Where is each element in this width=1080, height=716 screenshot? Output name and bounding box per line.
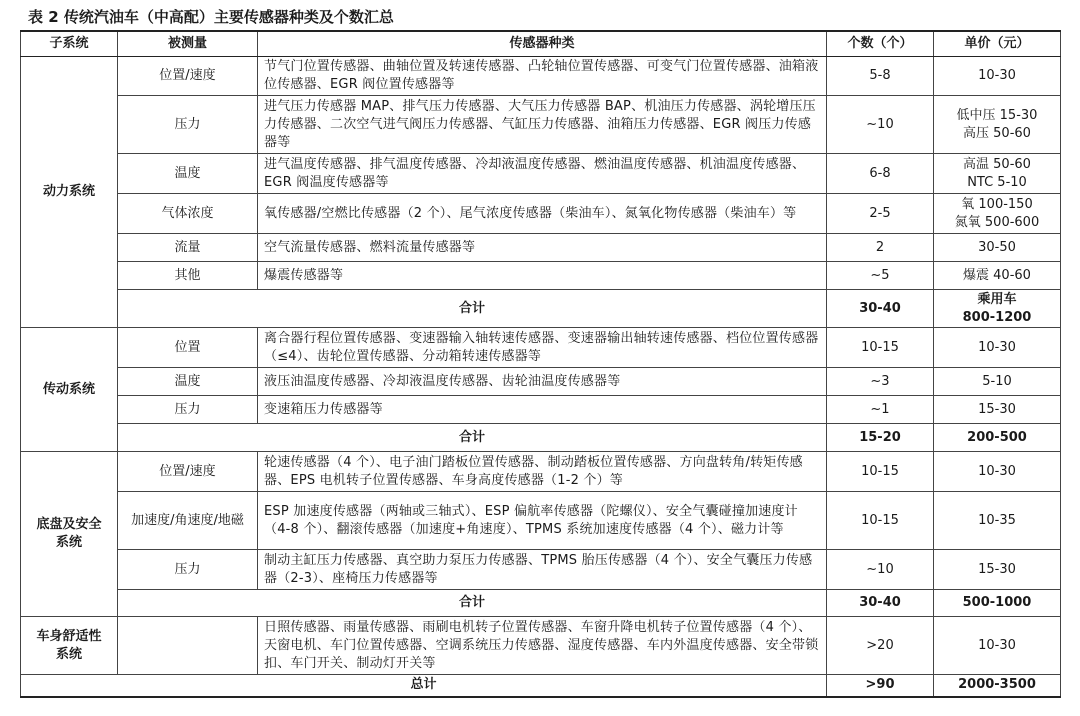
count-cell: ~10 — [827, 96, 934, 154]
measured-cell: 压力 — [118, 96, 258, 154]
grand-total-count: >90 — [827, 675, 934, 697]
measured-cell: 流量 — [118, 234, 258, 262]
count-cell: >20 — [827, 617, 934, 675]
price-line: 10-30 — [978, 637, 1016, 653]
price-line: 乘用车 — [977, 291, 1017, 307]
price-line: 高压 50-60 — [963, 125, 1031, 141]
count-cell: ~1 — [827, 396, 934, 424]
count-cell: ~3 — [827, 368, 934, 396]
sensor-types-cell: 节气门位置传感器、曲轴位置及转速传感器、凸轮轴位置传感器、可变气门位置传感器、油箱液位传感器、EGR 阀位置传感器等 — [258, 57, 827, 96]
price-line: 800-1200 — [962, 309, 1032, 325]
measured-cell — [118, 617, 258, 675]
sensor-types-cell: 空气流量传感器、燃料流量传感器等 — [258, 234, 827, 262]
table-row — [21, 396, 1061, 424]
subsystem-name-line: 系统 — [55, 535, 82, 550]
price-line: 10-30 — [978, 339, 1016, 355]
subtotal-count: 30-40 — [827, 290, 934, 328]
header-count: 个数（个） — [827, 31, 934, 57]
price-line: 低中压 15-30 — [956, 107, 1038, 123]
price-line: 500-1000 — [962, 595, 1032, 610]
price-line: 10-30 — [978, 68, 1016, 83]
sensor-types-cell: 爆震传感器等 — [258, 262, 827, 290]
grand-total-price: 2000-3500 — [934, 675, 1061, 697]
price-line: 氮氧 500-600 — [954, 214, 1040, 230]
price-cell — [934, 234, 1061, 262]
measured-cell: 温度 — [118, 368, 258, 396]
price-cell — [934, 368, 1061, 396]
sensor-types-cell: 变速箱压力传感器等 — [258, 396, 827, 424]
count-cell: 10-15 — [827, 492, 934, 550]
price-cell — [934, 262, 1061, 290]
price-cell — [934, 154, 1061, 194]
price-cell — [934, 96, 1061, 154]
count-cell: ~10 — [827, 550, 934, 590]
header-measured: 被测量 — [118, 31, 258, 57]
header-unit-price: 单价（元） — [934, 31, 1061, 57]
price-line: 爆震 40-60 — [963, 267, 1031, 283]
count-cell: 2-5 — [827, 194, 934, 234]
table-caption: 表 2 传统汽油车（中高配）主要传感器种类及个数汇总 — [28, 8, 394, 26]
subtotal-count: 30-40 — [827, 590, 934, 617]
subtotal-label: 合计 — [118, 290, 827, 328]
measured-cell: 温度 — [118, 154, 258, 194]
subsystem-name-line: 车身舒适性 — [36, 628, 102, 644]
price-cell — [934, 57, 1061, 96]
count-cell: ~5 — [827, 262, 934, 290]
subsystem-name-line: 底盘及安全 — [36, 517, 102, 532]
price-line: 高温 50-60 — [963, 156, 1031, 172]
table-row — [21, 550, 1061, 590]
table-row — [21, 262, 1061, 290]
price-line: 10-30 — [978, 463, 1016, 479]
table-row — [21, 154, 1061, 194]
price-cell — [934, 194, 1061, 234]
measured-cell: 位置/速度 — [118, 57, 258, 96]
table-row — [21, 96, 1061, 154]
sensor-summary-table — [20, 30, 1061, 698]
header-subsystem: 子系统 — [21, 31, 118, 57]
price-cell — [934, 452, 1061, 492]
subtotal-row — [21, 590, 1061, 617]
subtotal-label: 合计 — [118, 590, 827, 617]
sensor-types-cell: ESP 加速度传感器（两轴或三轴式）、ESP 偏航率传感器（陀螺仪）、安全气囊碰撞加速度计（4-8 个）、翻滚传感器（加速度+角速度）、TPMS 系统加速度传感器（4 个）、磁力计等 — [258, 492, 827, 550]
subtotal-price — [934, 290, 1061, 328]
grand-total-row — [21, 675, 1061, 697]
price-line: 200-500 — [967, 429, 1027, 445]
subtotal-row — [21, 424, 1061, 452]
table-row — [21, 452, 1061, 492]
price-cell — [934, 550, 1061, 590]
sensor-types-cell: 轮速传感器（4 个）、电子油门踏板位置传感器、制动踏板位置传感器、方向盘转角/转矩传感器、EPS 电机转子位置传感器、车身高度传感器（1-2 个）等 — [258, 452, 827, 492]
price-cell — [934, 617, 1061, 675]
measured-cell: 加速度/角速度/地磁 — [118, 492, 258, 550]
table-row — [21, 57, 1061, 96]
measured-cell: 位置 — [118, 328, 258, 368]
measured-cell: 位置/速度 — [118, 452, 258, 492]
sensor-types-cell: 进气压力传感器 MAP、排气压力传感器、大气压力传感器 BAP、机油压力传感器、涡轮增压压力传感器、二次空气进气阀压力传感器、气缸压力传感器、油箱压力传感器、EGR 阀压力传感器等 — [258, 96, 827, 154]
subsystem-chassis-safety — [21, 452, 118, 617]
sensor-types-cell: 日照传感器、雨量传感器、雨刷电机转子位置传感器、车窗升降电机转子位置传感器（4 个）、天窗电机、车门位置传感器、空调系统压力传感器、湿度传感器、车内外温度传感器、安全带锁扣、车门开关、制动灯开关等 — [258, 617, 827, 675]
price-cell — [934, 328, 1061, 368]
subsystem-name-line: 系统 — [55, 646, 82, 662]
measured-cell: 压力 — [118, 396, 258, 424]
subtotal-label: 合计 — [118, 424, 827, 452]
table-row — [21, 328, 1061, 368]
price-line: 15-30 — [978, 401, 1016, 417]
sensor-types-cell: 液压油温度传感器、冷却液温度传感器、齿轮油温度传感器等 — [258, 368, 827, 396]
grand-total-label: 总计 — [21, 675, 827, 697]
price-line: NTC 5-10 — [967, 174, 1027, 190]
subtotal-row — [21, 290, 1061, 328]
price-line: 5-10 — [982, 373, 1012, 389]
sensor-types-cell: 离合器行程位置传感器、变速器输入轴转速传感器、变速器输出轴转速传感器、档位位置传感器（≤4）、齿轮位置传感器、分动箱转速传感器等 — [258, 328, 827, 368]
table-row — [21, 492, 1061, 550]
count-cell: 2 — [827, 234, 934, 262]
measured-cell: 其他 — [118, 262, 258, 290]
sensor-types-cell: 制动主缸压力传感器、真空助力泵压力传感器、TPMS 胎压传感器（4 个）、安全气囊压力传感器（2-3）、座椅压力传感器等 — [258, 550, 827, 590]
header-sensor-types: 传感器种类 — [258, 31, 827, 57]
price-line: 10-35 — [978, 512, 1016, 528]
sensor-types-cell: 进气温度传感器、排气温度传感器、冷却液温度传感器、燃油温度传感器、机油温度传感器、EGR 阀温度传感器等 — [258, 154, 827, 194]
subtotal-price — [934, 424, 1061, 452]
subtotal-price — [934, 590, 1061, 617]
table-row — [21, 194, 1061, 234]
sensor-types-cell: 氧传感器/空燃比传感器（2 个）、尾气浓度传感器（柴油车）、氮氧化物传感器（柴油车）等 — [258, 194, 827, 234]
subtotal-count: 15-20 — [827, 424, 934, 452]
price-cell — [934, 396, 1061, 424]
count-cell: 5-8 — [827, 57, 934, 96]
measured-cell: 气体浓度 — [118, 194, 258, 234]
count-cell: 10-15 — [827, 328, 934, 368]
price-line: 30-50 — [978, 239, 1016, 255]
table-row — [21, 234, 1061, 262]
measured-cell: 压力 — [118, 550, 258, 590]
subsystem-body-comfort — [21, 617, 118, 675]
price-cell — [934, 492, 1061, 550]
subsystem-powertrain: 动力系统 — [21, 57, 118, 328]
count-cell: 10-15 — [827, 452, 934, 492]
price-line: 氧 100-150 — [961, 196, 1033, 212]
price-line: 15-30 — [978, 561, 1016, 577]
count-cell: 6-8 — [827, 154, 934, 194]
subsystem-transmission: 传动系统 — [21, 328, 118, 452]
header-row — [21, 31, 1061, 57]
table-row — [21, 617, 1061, 675]
table-row — [21, 368, 1061, 396]
